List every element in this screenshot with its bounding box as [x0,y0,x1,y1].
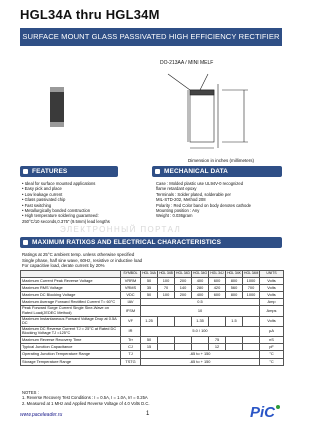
value-cell [243,316,260,326]
value-cell: 50 [141,336,158,343]
unit-cell: Amp [260,299,284,306]
unit-cell: nS [260,336,284,343]
unit-cell: Volts [260,292,284,299]
value-cell: 400 [192,292,209,299]
website-link[interactable]: www.paceleader.ru [20,412,63,418]
parameter-cell: Typical Junction Capacitance [21,344,121,351]
footer-notes: NOTES : 1. Reverse Recovery Test Conditions : I = 0.5A, I = 1.0A, Irr = 0.25A 2. Measured at 1 MHz and Applied Reverse Voltage of 4.0 Volts D.C. [22,390,150,406]
value-cell: 35 [141,284,158,291]
parameter-cell: Maximum Instantaneous Forward Voltage Drop at 0.5A DC [21,316,121,326]
list-item: • Low leakage current [22,191,63,197]
parameter-cell: Operating Junction Temperature Range [21,351,121,358]
pic-logo [250,403,284,419]
table-header-cell: SYMBOL [121,271,141,278]
table-row [21,292,284,299]
parameter-cell: Maximum Reverse Recovery Time [21,336,121,343]
table-header-cell: HGL 34A [141,271,158,278]
value-cell [175,344,192,351]
list-item: flame retardant epoxy [156,186,197,192]
value-cell: 200 [175,292,192,299]
value-cell: 15 [141,344,158,351]
value-cell: 560 [226,284,243,291]
value-cell: 600 [209,277,226,284]
features-header: FEATURES [20,166,118,177]
value-cell [192,336,209,343]
list-item: • Easy pick and place [22,186,62,192]
ratings-table [20,270,284,366]
value-cell: 1.35 [192,316,209,326]
value-cell [226,336,243,343]
unit-cell: pF [260,344,284,351]
value-cell: 420 [209,284,226,291]
value-cell: 1000 [243,277,260,284]
value-cell [175,336,192,343]
parameter-cell: Peak Forward Surge Current Single Sine-Wave on Rated Load(JEDEC Method) [21,306,121,316]
page-number: 1 [146,411,150,417]
dimension-note: Dimension in inches (millimeters) [188,158,255,163]
unit-cell: Volts [260,284,284,291]
table-header-cell: HGL 34D [175,271,192,278]
value-cell: 5.0 / 100 [141,326,260,336]
symbol-cell: Trr [121,336,141,343]
package-name: DO-213AA / MINI MELF [160,60,214,66]
value-cell [192,344,209,351]
symbol-cell: IAV [121,299,141,306]
mechanical-list [156,181,286,219]
parameter-cell: Maximum DC Blocking Voltage [21,292,121,299]
list-item: Polarity : Red Color band on body denotes cathode [156,202,251,208]
symbol-cell: VF [121,316,141,326]
value-cell: 1.5 [226,316,243,326]
package-outline-drawing [148,60,282,156]
table-header-row [21,271,284,278]
list-item: • Ideal for surface mounted applications [22,181,96,186]
list-item: 250°C/10 seconds,0.375" (9.5mm) lead lengths [22,218,110,224]
value-cell: 700 [243,284,260,291]
table-header-cell: HGL 34J [209,271,226,278]
value-cell: 100 [158,277,175,284]
parameter-cell: Maximum RMS Voltage [21,284,121,291]
table-header-cell [21,271,121,278]
parameter-cell: Maximum DC Reverse Current TJ = 25°C at Rated DC Blocking Voltage TJ =125°C [21,326,121,336]
table-row [21,299,284,306]
value-cell: 100 [158,292,175,299]
value-cell: 1000 [243,292,260,299]
parameter-cell: Maximum Average Forward Rectified Current T= 60°C [21,299,121,306]
value-cell: 50 [141,292,158,299]
list-item: MIL-STD-202, Method 208 [156,197,206,203]
value-cell: -65 to + 150 [141,358,260,365]
symbol-cell: TSTG [121,358,141,365]
value-cell: 0.5 [141,299,260,306]
table-header-cell: HGL 34K [226,271,243,278]
unit-cell: °C [260,351,284,358]
symbol-cell: TJ [121,351,141,358]
unit-cell: µA [260,326,284,336]
table-header-cell: UNITS [260,271,284,278]
table-header-cell: HGL 34G [192,271,209,278]
value-cell: 600 [209,292,226,299]
table-header-cell: HGL 34B [158,271,175,278]
svg-text:PiC: PiC [250,404,276,419]
list-item: Terminals : Solder plated, solderable per [156,191,231,197]
unit-cell: Volts [260,277,284,284]
list-item: • High temperature soldering guaranteed: [22,213,99,219]
value-cell: 10 [141,306,260,316]
table-row [21,336,284,343]
value-cell [175,316,192,326]
value-cell [158,316,175,326]
table-row [21,306,284,316]
symbol-cell: VRMS [121,284,141,291]
diode-package-icon [47,83,67,131]
list-item: Weight : 0.036gram [156,213,193,219]
title-banner: SURFACE MOUNT GLASS PASSIVATED HIGH EFFICIENCY RECTIFIER [20,28,282,46]
table-row [21,284,284,291]
symbol-cell: CJ [121,344,141,351]
value-cell: 12 [209,344,226,351]
value-cell [243,344,260,351]
list-item: Mounting position : Any [156,208,200,214]
value-cell: 50 [141,277,158,284]
section-marker-icon [155,169,160,174]
table-row [21,316,284,326]
value-cell: 200 [175,277,192,284]
features-list [22,181,147,224]
section-marker-icon [23,169,28,174]
table-row [21,277,284,284]
table-row [21,344,284,351]
value-cell: 140 [175,284,192,291]
value-cell: 75 [209,336,226,343]
value-cell [158,336,175,343]
ratings-notes: Ratings at 25°C ambient temp. unless otherwise specified Single phase, half sine wave, 60Hz, resistive or inductive load For capacitive load, derate current by 20% [22,252,143,269]
symbol-cell: IFSM [121,306,141,316]
max-ratings-header: MAXIMUM RATIXGS AND ELECTRICAL CHARACTERISTICS [20,237,282,248]
value-cell: -65 to + 150 [141,351,260,358]
value-cell: 280 [192,284,209,291]
list-item: • Fast switching [22,202,52,208]
value-cell [226,344,243,351]
unit-cell: Volts [260,316,284,326]
parameter-cell: Maximum Current Peak Reverse Voltage [21,277,121,284]
list-item: • Metallurgically bonded construction [22,208,91,214]
value-cell [209,316,226,326]
list-item: Case : Molded plastic use UL94V-0 recognized [156,181,244,186]
list-item: • Glass passivated chip [22,197,66,203]
watermark: ЭЛЕКТРОННЫЙ ПОРТАЛ [60,225,182,234]
unit-cell: Amps [260,306,284,316]
table-row [21,358,284,365]
table-row [21,326,284,336]
document-title: HGL34A thru HGL34M [20,7,160,22]
table-row [21,351,284,358]
section-marker-icon [23,240,28,245]
unit-cell: °C [260,358,284,365]
value-cell: 70 [158,284,175,291]
value-cell: 1.25 [141,316,158,326]
table-header-cell: HGL 34M [243,271,260,278]
parameter-cell: Storage Temperature Range [21,358,121,365]
value-cell: 800 [226,292,243,299]
value-cell: 400 [192,277,209,284]
symbol-cell: VDC [121,292,141,299]
value-cell [243,336,260,343]
mechanical-header: MECHANICAL DATA [152,166,282,177]
value-cell: 800 [226,277,243,284]
symbol-cell: VRRM [121,277,141,284]
symbol-cell: IR [121,326,141,336]
value-cell [158,344,175,351]
